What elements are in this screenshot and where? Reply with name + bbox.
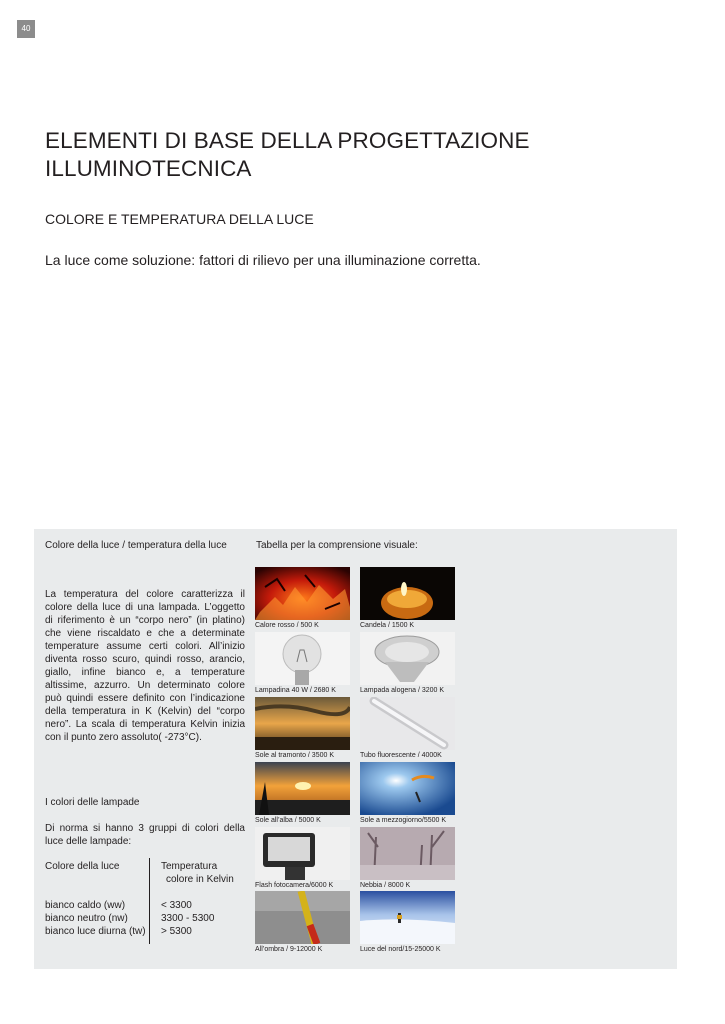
midday-sun-photo-icon bbox=[360, 762, 455, 815]
thumbnail-midday bbox=[360, 762, 455, 825]
thumbnail-halogen bbox=[360, 632, 455, 695]
fluorescent-tube-photo-icon bbox=[360, 697, 455, 750]
lamp-colors-text: Di norma si hanno 3 gruppi di colori della luce delle lampade: bbox=[45, 823, 245, 847]
thumbnail-sunset bbox=[255, 697, 350, 760]
table-header-temperature-line1: Temperatura bbox=[161, 861, 218, 872]
shade-photo-icon bbox=[255, 891, 350, 944]
color-temperature-heading: Colore della luce / temperatura della luce bbox=[45, 540, 227, 551]
table-row bbox=[45, 899, 255, 912]
thumbnail-caption: Candela / 1500 K bbox=[360, 622, 415, 629]
halogen-lamp-photo-icon bbox=[360, 632, 455, 685]
thumbnail-north-light bbox=[360, 891, 455, 954]
visual-table-heading: Tabella per la comprensione visuale: bbox=[256, 540, 418, 551]
thumbnail-caption: Calore rosso / 500 K bbox=[255, 622, 319, 629]
lamp-colors-heading: I colori delle lampade bbox=[45, 797, 140, 808]
table-cell-temperature: > 5300 bbox=[161, 926, 192, 937]
table-header-temperature bbox=[161, 860, 251, 886]
thumbnail-caption: Flash fotocamera/6000 K bbox=[255, 882, 334, 889]
embers-photo-icon bbox=[255, 567, 350, 620]
camera-flash-photo-icon bbox=[255, 827, 350, 880]
thumbnail-caption: Sole all’alba / 5000 K bbox=[255, 817, 321, 824]
lead-text: La luce come soluzione: fattori di rilievo per una illuminazione corretta. bbox=[45, 252, 481, 268]
north-light-photo-icon bbox=[360, 891, 455, 944]
thumbnail-caption: Lampadina 40 W / 2680 K bbox=[255, 687, 336, 694]
light-bulb-photo-icon bbox=[255, 632, 350, 685]
table-cell-color: bianco neutro (nw) bbox=[45, 913, 128, 924]
table-header-color: Colore della luce bbox=[45, 861, 120, 872]
table-cell-temperature: 3300 - 5300 bbox=[161, 913, 215, 924]
table-cell-color: bianco luce diurna (tw) bbox=[45, 926, 146, 937]
thumbnail-caption: Lampada alogena / 3200 K bbox=[360, 687, 445, 694]
thumbnail-caption: Sole al tramonto / 3500 K bbox=[255, 752, 334, 759]
sunset-photo-icon bbox=[255, 697, 350, 750]
candle-photo-icon bbox=[360, 567, 455, 620]
thumbnail-bulb bbox=[255, 632, 350, 695]
table-row bbox=[45, 925, 255, 938]
thumbnail-caption: All’ombra / 9-12000 K bbox=[255, 946, 323, 953]
info-panel bbox=[34, 529, 677, 969]
color-temperature-text: La temperatura del colore caratterizza il colore della luce di una lampada. L’oggetto di riferimento è un “corpo nero” (in platino) che viene riscaldato e che a determinate temperature assume certi colori. All’inizio diventa rosso scuro, quindi rosso, arancio, giallo, infine bianco e, a temperature altissime, azzurro. Un determinato colore può quindi essere definito con l’indicazione della temperatura in K (Kelvin) del “corpo nero”. La scala di temperatura Kelvin inizia con il punto zero assoluto( -273°C). bbox=[45, 589, 245, 743]
table-row bbox=[45, 912, 255, 925]
page-number: 40 bbox=[17, 20, 35, 38]
table-header-temperature-line2: colore in Kelvin bbox=[166, 874, 234, 885]
thumbnail-caption: Nebbia / 8000 K bbox=[360, 882, 411, 889]
thumbnail-sunrise bbox=[255, 762, 350, 825]
thumbnail-embers bbox=[255, 567, 350, 630]
fog-photo-icon bbox=[360, 827, 455, 880]
section-subtitle: COLORE E TEMPERATURA DELLA LUCE bbox=[45, 211, 314, 227]
thumbnail-fluorescent bbox=[360, 697, 455, 760]
page-title: ELEMENTI DI BASE DELLA PROGETTAZIONE ILLUMINOTECNICA bbox=[45, 128, 530, 181]
thumbnail-fog bbox=[360, 827, 455, 890]
thumbnail-flash bbox=[255, 827, 350, 890]
thumbnail-caption: Tubo fluorescente / 4000K bbox=[360, 752, 442, 759]
thumbnail-caption: Sole a mezzogiorno/5500 K bbox=[360, 817, 446, 824]
table-cell-color: bianco caldo (ww) bbox=[45, 900, 126, 911]
thumbnail-caption: Luce del nord/15-25000 K bbox=[360, 946, 441, 953]
thumbnail-candle bbox=[360, 567, 455, 630]
thumbnail-shade bbox=[255, 891, 350, 954]
table-cell-temperature: < 3300 bbox=[161, 900, 192, 911]
sunrise-photo-icon bbox=[255, 762, 350, 815]
